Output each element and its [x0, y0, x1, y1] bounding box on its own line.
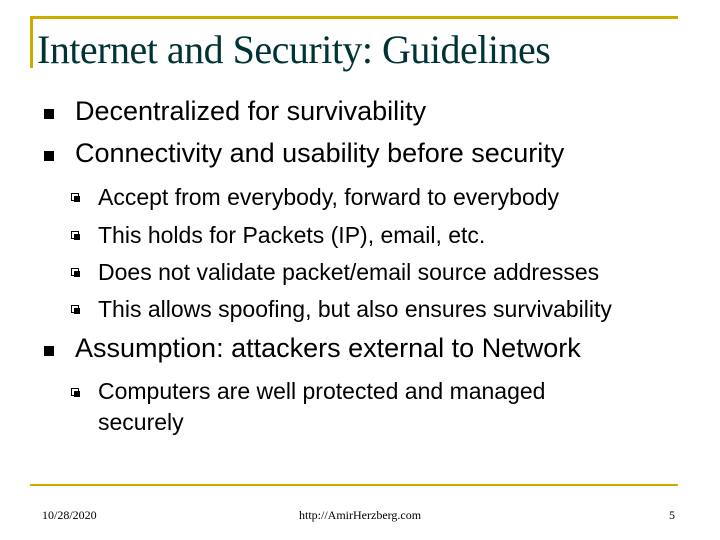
bullet-text: Connectivity and usability before security [75, 138, 565, 168]
frame-top-line [30, 16, 678, 19]
hollow-square-bullet-icon [71, 193, 79, 201]
footer-date: 10/28/2020 [42, 508, 97, 522]
sub-bullet-text: This holds for Packets (IP), email, etc. [98, 222, 486, 248]
sub-bullet-text: This allows spoofing, but also ensures survivability [98, 296, 612, 322]
hollow-square-bullet-icon [71, 388, 79, 396]
slide-title: Internet and Security: Guidelines [37, 27, 551, 72]
sub-bullet-text: Computers are well protected and managed [98, 378, 546, 404]
hollow-square-bullet-icon [71, 231, 79, 239]
square-bullet-icon [44, 151, 54, 161]
footer-url: http://AmirHerzberg.com [299, 508, 422, 522]
footer-page-number: 5 [669, 508, 675, 522]
square-bullet-icon [44, 109, 54, 119]
footer-divider [30, 484, 678, 486]
square-bullet-icon [44, 346, 54, 356]
sub-bullet-text: Does not validate packet/email source addresses [98, 259, 600, 285]
sub-bullet-text-continuation: securely [98, 409, 184, 435]
hollow-square-bullet-icon [71, 268, 79, 276]
frame-left-line [30, 16, 33, 68]
sub-bullet-text: Accept from everybody, forward to everybody [98, 184, 560, 210]
bullet-text: Decentralized for survivability [75, 96, 427, 126]
hollow-square-bullet-icon [71, 305, 79, 313]
bullet-text: Assumption: attackers external to Network [75, 333, 581, 363]
